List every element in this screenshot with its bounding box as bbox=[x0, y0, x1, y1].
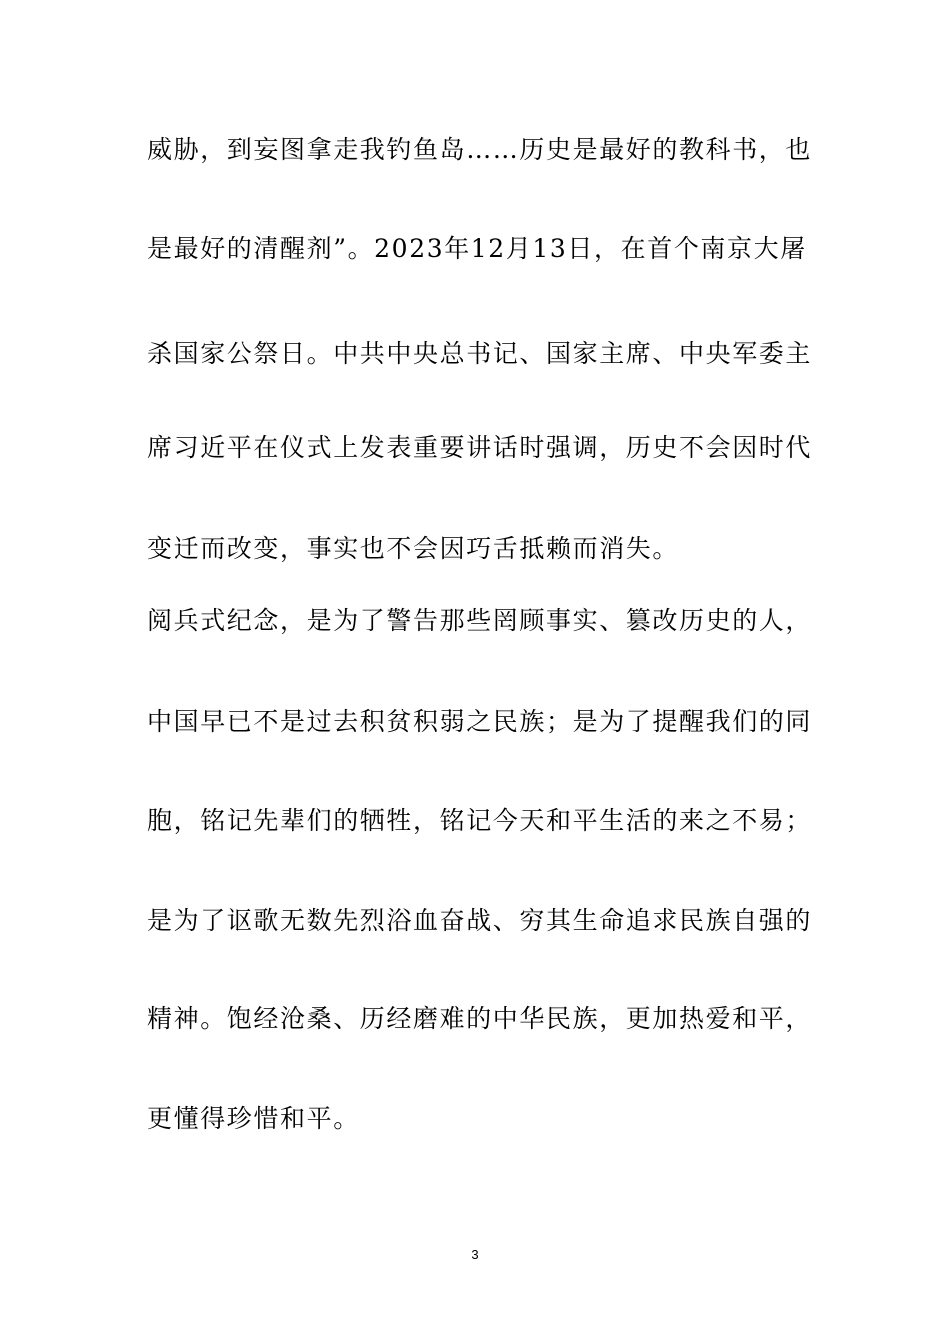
text-line: 杀国家公祭日。中共中央总书记、国家主席、中央军委主 bbox=[147, 339, 813, 368]
text-line: 变迁而改变，事实也不会因巧舌抵赖而消失。 bbox=[147, 534, 680, 563]
text-line: 更懂得珍惜和平。 bbox=[147, 1104, 360, 1133]
page-number: 3 bbox=[471, 1247, 479, 1262]
text-line: 是为了讴歌无数先烈浴血奋战、穷其生命追求民族自强的 bbox=[147, 906, 813, 935]
text-line: 精神。饱经沧桑、历经磨难的中华民族，更加热爱和平， bbox=[147, 1004, 813, 1033]
text-line: 胞，铭记先辈们的牺牲，铭记今天和平生活的来之不易； bbox=[147, 806, 813, 835]
text-line: 中国早已不是过去积贫积弱之民族；是为了提醒我们的同 bbox=[147, 707, 813, 736]
text-line: 席习近平在仪式上发表重要讲话时强调，历史不会因时代 bbox=[147, 433, 813, 462]
text-line: 阅兵式纪念，是为了警告那些罔顾事实、篡改历史的人， bbox=[147, 606, 813, 635]
text-line: 是最好的清醒剂”。2023年12月13日，在首个南京大屠 bbox=[147, 234, 807, 263]
text-line: 威胁，到妄图拿走我钓鱼岛……历史是最好的教科书，也 bbox=[147, 135, 813, 164]
